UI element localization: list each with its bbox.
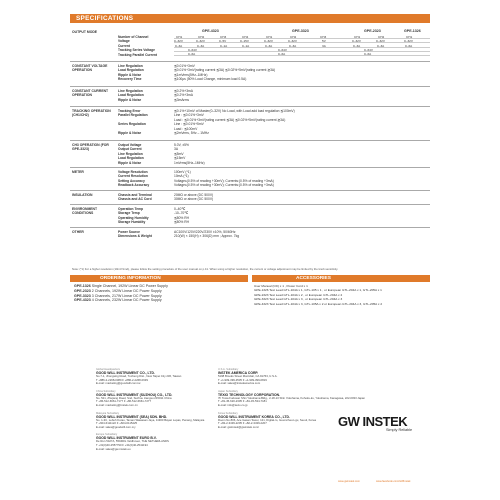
contact-name: TEXIO TECHNOLOGY CORPORATION.: [218, 392, 281, 397]
contact-line: No. 521, Zhujiang Road, Snd, Suzhou Jiangsu 215011 China: [96, 395, 172, 400]
contact-block: [96, 412, 206, 430]
contact-label: Korea Subsidiary: [218, 411, 238, 415]
contact-line: T +82-2-3439-2205 F +82-2-3439-2207: [218, 421, 267, 426]
contact-line: 5198 Brooks Street Montclair, CA 91763, U.S.A.: [218, 374, 278, 378]
param-value: 210(W) × 150(H) × 306(D) mm ; Approx. 7kg: [174, 234, 240, 239]
channel-cell: CH1: [266, 35, 273, 40]
param-label: Current Resolution: [118, 174, 148, 179]
contact-line: E-mail: sales@instekamerica.com: [218, 381, 261, 386]
channel-cell: CH3: [220, 35, 227, 40]
spec-values: [174, 230, 428, 239]
voltage-cell: 0–32V: [352, 39, 361, 44]
param-label: Voltage: [118, 39, 130, 44]
param-value: ≦1mVrms(5Hz–1MHz): [174, 72, 208, 77]
param-label: Ripple & Noise: [118, 160, 142, 165]
channel-cell: CH1: [406, 35, 413, 40]
param-label: Setting Accuracy: [118, 178, 145, 183]
spec-values: [174, 89, 428, 102]
model-header: [174, 28, 430, 34]
contact-line: De Run 5427A, 5504DG Veldhoven, THE NETHERLANDS: [96, 439, 169, 444]
param-label: Chassis and AC Cord: [118, 197, 152, 202]
voltage-cell: 0–32V: [196, 39, 205, 44]
contact-line: T +1-909-399-3535 F +1-909-399-0819: [218, 377, 267, 382]
param-value: ≦100μs (50% Load Change, minimum load 0.5A): [174, 77, 247, 82]
spec-category: ENVIRONMENT CONDITIONS: [72, 207, 98, 216]
spec-values: [174, 193, 428, 202]
param-label: Chassis and Terminal: [118, 193, 152, 197]
spec-params: [118, 109, 170, 135]
current-cell: 0–3A: [197, 43, 205, 48]
series-cell: 0–64V: [364, 47, 373, 52]
order-model: GPE-3323: [74, 293, 91, 298]
spec-row-output-mode: [70, 28, 430, 60]
param-value: ≦0.1%+10mV of Master(0–32V) No Load, with Load add load regulation ≦100mV): [174, 109, 295, 113]
current-cell: 0–3A: [175, 43, 183, 48]
accessories-list: [254, 284, 428, 306]
contact-block: [218, 389, 366, 408]
param-value: ≦2mVrms, 5Hz – 1MHz: [174, 130, 209, 135]
spec-row-environment: [70, 204, 430, 226]
param-label: Load Regulation: [118, 93, 144, 98]
contact-block: [218, 412, 328, 430]
param-label: Power Source: [118, 230, 140, 234]
param-label: Tracking Parallel Current: [118, 52, 158, 57]
accessories-title: ACCESSORIES: [296, 276, 331, 281]
param-label: Line Regulation: [118, 151, 143, 156]
spec-row-cc: [70, 86, 430, 105]
accessory-item: GPE-2323 Test Lead GTL-104A x 2 , or European GTL-204A x 2: [254, 292, 343, 297]
param-label: Storage Humidity: [118, 220, 146, 225]
current-cell: 3A: [322, 43, 326, 48]
series-cell: 0–64V: [188, 47, 197, 52]
spec-row-cv: [70, 61, 430, 85]
accessories-header-bar: [252, 275, 430, 282]
contacts-col-middle: [218, 368, 366, 433]
channel-grid: [174, 35, 430, 56]
brand-logo: [338, 413, 430, 433]
voltage-cell: 0–32V: [404, 39, 413, 44]
contact-label: Global Headquarters: [96, 368, 120, 371]
voltage-cell: 0–32V: [376, 39, 385, 44]
order-item: [74, 298, 234, 303]
param-value: ≦80% RH: [174, 215, 190, 220]
param-value: ≦80% RH: [174, 220, 190, 225]
current-cell: 0–1A: [220, 43, 228, 48]
param-value: Line : ≦0.01%+3mV: [174, 113, 204, 118]
spec-params: [118, 170, 170, 188]
current-cell: 0–3A: [265, 43, 273, 48]
model-name: GPE-2323: [364, 29, 381, 33]
param-value: 0–40℃: [174, 207, 186, 211]
contact-block: [96, 368, 206, 386]
contact-line: No.7-1, Jhongsing Road, Tucheng Dist., New Taipei City 236, Taiwan: [96, 374, 182, 378]
contact-line: T +86-512-6661-7177 F +86-512-6661-7277: [96, 399, 151, 404]
accessory-item: GPE-3323 Test Lead GTL-104A x 3 , or European GTL-204A x 3: [254, 297, 343, 302]
spec-params: [118, 193, 170, 202]
channel-cell: CH2: [378, 35, 385, 40]
voltage-cell: 5V: [322, 39, 326, 44]
param-label: Operating Humidity: [118, 215, 149, 220]
param-label: Ripple & Noise: [118, 97, 142, 102]
param-label: Ripple & Noise: [118, 72, 142, 77]
spec-category: CH3 OPERATION (FOR GPE-3323): [72, 143, 109, 152]
param-label: Ripple & Noise: [118, 130, 142, 135]
param-label: Load Regulation: [118, 156, 144, 161]
channel-cell: CH4: [242, 35, 249, 40]
spec-row-tracking: [70, 106, 430, 139]
ordering-list: [74, 284, 234, 303]
param-label: Recovery Time: [118, 77, 142, 82]
contacts-col-left: [96, 368, 206, 455]
spec-values: [174, 170, 428, 188]
contact-line: T +31(0)40-2557790 F +31(0)40-2541194: [96, 442, 148, 447]
series-cell: 0–64V: [278, 47, 287, 52]
current-cell: 0–3A: [353, 43, 361, 48]
param-label: Readback Accuracy: [118, 183, 150, 188]
voltage-cell: 0–15V: [240, 39, 249, 44]
param-label: Line Regulation: [118, 64, 143, 68]
param-value: ≦0.01%+3mV: [174, 64, 195, 68]
current-cell: 0–3A: [289, 43, 297, 48]
param-label: Tracking Series Voltage: [118, 48, 155, 53]
contact-name: GOOD WILL INSTRUMENT KOREA CO., LTD.: [218, 414, 290, 419]
spec-params: [118, 64, 170, 82]
brand-tagline: Simply Reliable: [386, 428, 413, 432]
order-desc: 2 Channels, 192W Linear DC Power Supply: [91, 288, 162, 293]
logo-wordmark: GW INSTEK: [338, 414, 408, 429]
voltage-cell: 0–32V: [174, 39, 183, 44]
param-value: Line : ≦0.01%+5mV: [174, 122, 204, 127]
section-header-bar: [70, 14, 430, 23]
contact-label: Japan Subsidiary: [218, 389, 238, 393]
param-value: ≦0.2%+3mA: [174, 93, 193, 98]
spec-category: OTHER: [72, 230, 84, 234]
contact-line: E-mail: sales@gw-instek.eu: [96, 446, 131, 451]
param-value: 100mV (*1): [174, 170, 191, 174]
param-label: Parallel Regulation: [118, 113, 148, 118]
model-name: GPE-4323: [202, 29, 219, 33]
ordering-title: ORDERING INFORMATION: [100, 276, 161, 281]
spec-params: [118, 143, 170, 165]
param-label: Output Current: [118, 147, 142, 152]
contact-label: Malaysia Subsidiary: [96, 411, 120, 415]
param-value: AC100V/120V/220V/230V ±10%, 50/60Hz: [174, 230, 236, 234]
param-value: 3A: [174, 147, 179, 152]
param-value: 1mVrms(5Hz–1MHz): [174, 160, 205, 165]
contact-line: Room No.806, Ace Gasan Tower, 121, Digital-ro, Geumcheon-gu, Seoul, Korea: [218, 417, 317, 422]
order-desc: 4 Channels, 232W Linear DC Power Supply: [91, 298, 162, 303]
spec-row-other: [70, 227, 430, 241]
param-label: Dimensions & Weight: [118, 234, 152, 239]
contact-line: E-mail: marketing@goodwill.com.tw: [96, 381, 141, 386]
accessory-item: GPE-4323 Test Lead GTL-104A x 3, GTL-105A x 2 or European GTL-204A x 3, GTL-205A x 2: [254, 301, 383, 306]
contact-line: T +886-2-2268-0389 F +886-2-2268-0639: [96, 377, 148, 382]
contact-name: GOOD WILL INSTRUMENT EURO B.V.: [96, 436, 157, 441]
spec-sheet-page: [70, 0, 430, 500]
channel-cell: CH1: [354, 35, 361, 40]
parallel-cell: 0–6A: [278, 52, 286, 57]
param-value: 10mA (*1): [174, 174, 189, 179]
contact-name: GOOD WILL INSTRUMENT CO., LTD.: [96, 371, 155, 375]
param-value: ≦15mV: [174, 156, 186, 161]
model-name: GPE-3323: [292, 29, 309, 33]
contact-label: China Subsidiary: [96, 389, 116, 393]
accessory-item: GPE-1326 Test Lead GTL-104A x 1, GTL-105 x 1 , or European GTL-204A x 1, GTL-205A x 1: [254, 288, 382, 293]
param-label: Operation Temp: [118, 207, 144, 211]
spec-category: CONSTANT VOLTAGE OPERATION: [72, 64, 108, 73]
spec-values: [174, 109, 428, 135]
channel-cell: CH2: [290, 35, 297, 40]
param-label: Current: [118, 43, 130, 48]
ordering-header-bar: [70, 275, 248, 282]
parallel-cell: 0–6A: [188, 52, 196, 57]
param-value: ≦5mV: [174, 151, 184, 156]
channel-cell: CH2: [198, 35, 205, 40]
spec-category: CONSTANT CURRENT OPERATION: [72, 89, 109, 98]
contact-block: [96, 433, 206, 451]
channel-cell: CH3: [320, 35, 327, 40]
voltage-cell: 0–32V: [288, 39, 297, 44]
contact-label: Europe Subsidiary: [96, 433, 118, 437]
contact-line: 7F Towa Fudosan Shin Yokohama Bldg., 2-18-13 Shin Yokohama, Kohoku-ku, Yokohama, Kanagawa, 222-0033 Japan: [218, 395, 366, 400]
spec-category: METER: [72, 170, 84, 174]
facebook-link[interactable]: www.facebook.com/GWInstek: [376, 480, 411, 483]
param-label: Load Regulation: [118, 68, 144, 73]
spec-params: [118, 35, 170, 57]
contact-line: E-mail: marketing@instek.com.cn: [96, 402, 138, 407]
section-title: SPECIFICATIONS: [76, 14, 134, 22]
spec-row-ch3: [70, 140, 430, 166]
current-cell: 0–6A: [405, 43, 413, 48]
param-label: Line Regulation: [118, 89, 143, 93]
parallel-cell: 0–6A: [364, 52, 372, 57]
contact-block: [218, 368, 328, 386]
param-value: ≦0.01%+3mV(rating current ≦3A) ≦0.02%+5mV(rating current ≧3A): [174, 68, 276, 73]
param-value: Voltage≤(0.5% of reading +30mV); Currents:(0.5% of reading +3mA): [174, 183, 274, 188]
spec-category: INSULATION: [72, 193, 93, 197]
spec-values: [174, 143, 428, 165]
spec-row-meter: [70, 167, 430, 189]
param-value: -10–70℃: [174, 211, 188, 216]
footnote: Note: (*1) For a higher resolution (10mV/1mA), please follow the setting procedure of the user manual on p.41. When using a higher resolution, the current or voltage adjustment may be limited by the knob sensitivity.: [72, 267, 339, 271]
param-value: 5.0V, ±5%: [174, 143, 189, 147]
param-value: Voltage≤(0.5% of reading +30mV); Currents:(0.5% of reading +3mA): [174, 178, 274, 183]
model-name: GPE-1326: [404, 29, 421, 33]
order-desc: 3 Channels, 217W Linear DC Power Supply: [91, 293, 162, 298]
param-label: Storage Temp: [118, 211, 140, 216]
ordering-section: [70, 275, 430, 323]
spec-values: [174, 207, 428, 225]
spec-params: [118, 207, 170, 225]
order-model: GPE-4323: [74, 298, 91, 303]
param-label: Voltage Resolution: [118, 170, 148, 174]
contact-line: E-mail: sales@goodwill.com.my: [96, 424, 136, 429]
contact-name: INSTEK AMERICA CORP.: [218, 371, 259, 375]
order-model: GPE-1326: [74, 284, 91, 288]
contact-line: E-mail: gwinstek@gwinstek.co.kr: [218, 424, 259, 429]
contact-line: T +81-45-620-2305 F +81-45-534-7181: [218, 399, 267, 404]
channel-cell: CH1: [176, 35, 183, 40]
spec-params: [118, 230, 170, 239]
spec-params: [118, 89, 170, 102]
contact-line: E-mail: info@texio.co.jp: [218, 402, 248, 407]
contact-name: GOOD WILL INSTRUMENT (SUZHOU) CO., LTD.: [96, 392, 173, 397]
current-cell: 0–3A: [377, 43, 385, 48]
param-label: Output Voltage: [118, 143, 142, 147]
contact-name: GOOD WILL INSTRUMENT (SEA) SDN. BHD.: [96, 414, 168, 419]
param-value: 20MΩ or above (DC 500V): [174, 193, 214, 197]
param-label: Number of Channel: [118, 35, 149, 39]
tracking-parallel-row: [174, 52, 430, 56]
param-label: Series Regulation: [118, 122, 146, 127]
voltage-cell: 0–5V: [219, 39, 227, 44]
param-value: Load : ≦0.01%+3mV(rating current ≦3A) ≦0.02%+5mV(rating current ≧3A): [174, 117, 286, 122]
contact-block: [96, 390, 206, 408]
param-value: ≦0.2%+3mA: [174, 89, 193, 93]
website-link[interactable]: www.gwinstek.com: [338, 480, 360, 483]
param-value: ≦3mArms: [174, 97, 190, 102]
param-value: Load : ≦100mV: [174, 126, 198, 131]
order-model: GPE-2323: [74, 288, 91, 293]
current-cell: 0–1A: [242, 43, 250, 48]
spec-category: TRACKING OPERATION (CH1/CH2): [72, 109, 111, 118]
voltage-cell: 0–32V: [264, 39, 273, 44]
spec-category: OUTPUT MODE: [72, 30, 98, 34]
param-label: Tracking Error: [118, 109, 141, 113]
spec-row-insulation: [70, 190, 430, 203]
contact-label: U.S.A. Subsidiary: [218, 368, 239, 371]
param-value: 30MΩ or above (DC 500V): [174, 197, 214, 202]
order-desc: Single Channel, 192W Linear DC Power Supply: [91, 284, 168, 288]
accessory-item: User Manual (CD) x 1 , Power Cord x 1: [254, 284, 308, 288]
spec-values: [174, 64, 428, 82]
contact-line: T +604-6111122 F +604-6115225: [96, 421, 138, 426]
contact-line: No. 1-3C, Lebuh Kurau, Taman Wawasan Jaya, 11900 Bayan Lepas, Penang, Malaysia: [96, 417, 205, 422]
